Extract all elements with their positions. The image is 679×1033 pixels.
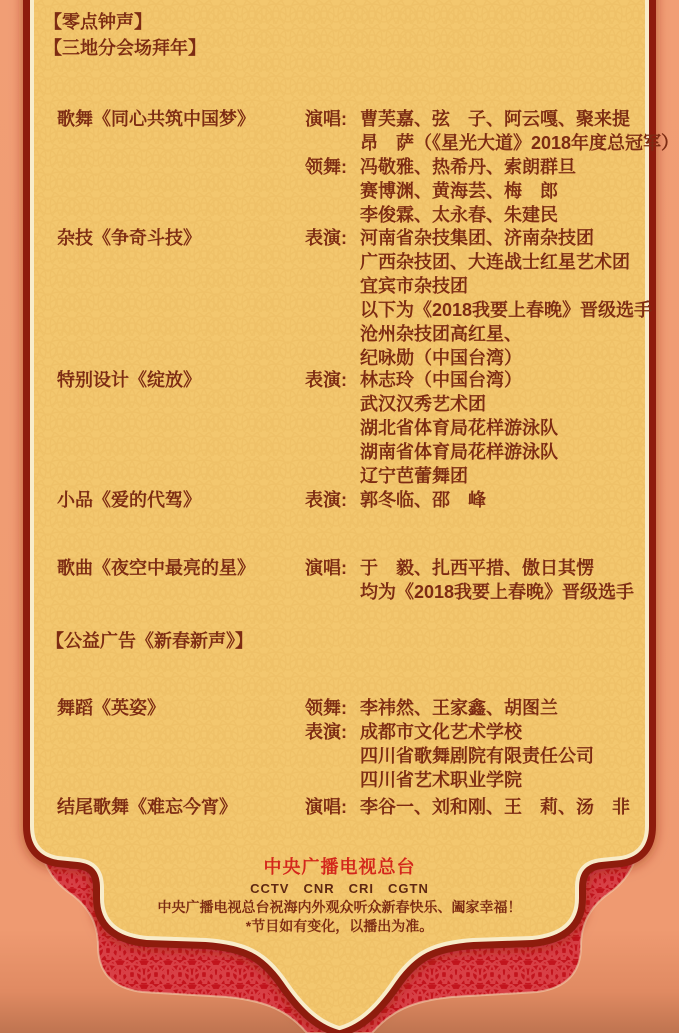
footer-network-logos: [0, 881, 679, 897]
credit-line: 均为《2018我要上春晚》晋级选手: [360, 582, 635, 602]
credit-line: 以下为《2018我要上春晚》晋级选手: [360, 300, 653, 320]
credit-line: 四川省歌舞剧院有限责任公司: [360, 746, 594, 766]
credit-line: 赛博渊、黄海芸、梅 郎: [360, 181, 558, 201]
role-label: 演唱:: [305, 109, 347, 129]
credit-line: 河南省杂技集团、济南杂技团: [360, 228, 594, 248]
credit-role: [305, 696, 594, 720]
role-label: 表演:: [305, 228, 347, 248]
credit-line: 昂 萨（《星光大道》2018年度总冠军）: [360, 133, 679, 153]
credit-line: 李俊霖、太永春、朱建民: [360, 205, 558, 225]
role-label: 领舞:: [305, 698, 347, 718]
credit-role: [305, 155, 679, 227]
network-logo-cri: CRI: [348, 881, 375, 896]
role-label: 演唱:: [305, 558, 347, 578]
credit-line: 湖南省体育局花样游泳队: [360, 442, 558, 462]
section-header-midnight-bells: 【零点钟声】: [44, 12, 152, 32]
role-label: 表演:: [305, 722, 347, 742]
credit-line: 李谷一、刘和刚、王 莉、汤 非: [360, 797, 630, 817]
role-label: 表演:: [305, 370, 347, 390]
section-header-branch-venues: 【三地分会场拜年】: [44, 38, 206, 58]
credit-line: 广西杂技团、大连战士红星艺术团: [360, 252, 630, 272]
program-title: 特别设计《绽放》: [57, 370, 201, 390]
credit-role: [305, 795, 630, 819]
network-logo-cctv: CCTV: [250, 881, 290, 896]
network-logo-cgtn: CGTN: [388, 881, 429, 896]
credit-line: 沧州杂技团高红星、: [360, 324, 522, 344]
program-title: 歌舞《同心共筑中国梦》: [57, 109, 255, 129]
program-title: 结尾歌舞《难忘今宵》: [57, 797, 237, 817]
credit-line: 四川省艺术职业学院: [360, 770, 522, 790]
credit-role: [305, 720, 594, 792]
credit-line: 辽宁芭蕾舞团: [360, 466, 468, 486]
credit-line: 于 毅、扎西平措、傲日其愣: [360, 558, 594, 578]
program-title: 歌曲《夜空中最亮的星》: [57, 558, 255, 578]
credit-line: 林志玲（中国台湾）: [360, 370, 522, 390]
credit-line: 曹芙嘉、弦 子、阿云嘎、聚来提: [360, 109, 630, 129]
credit-line: 成都市文化艺术学校: [360, 722, 522, 742]
role-label: 表演:: [305, 490, 347, 510]
credit-line: 冯敬雅、热希丹、索朗群旦: [360, 157, 576, 177]
program-title: 舞蹈《英姿》: [57, 698, 165, 718]
credit-role: [305, 226, 652, 370]
credit-line: 宜宾市杂技团: [360, 276, 468, 296]
program-title: 杂技《争奇斗技》: [57, 228, 201, 248]
footer-brand: 中央广播电视总台: [263, 857, 416, 877]
role-label: 领舞:: [305, 157, 347, 177]
credit-line: 李祎然、王家鑫、胡图兰: [360, 698, 558, 718]
network-logo-cnr: CNR: [303, 881, 335, 896]
program-title: 小品《爱的代驾》: [57, 490, 201, 510]
credit-role: [305, 107, 679, 155]
footer-disclaimer: *节目如有变化，以播出为准。: [245, 918, 434, 934]
credit-role: [305, 488, 486, 512]
credit-role: [305, 368, 558, 488]
credit-line: 武汉汉秀艺术团: [360, 394, 486, 414]
credit-line: 纪咏勋（中国台湾）: [360, 348, 522, 368]
credit-role: [305, 556, 634, 604]
credit-line: 湖北省体育局花样游泳队: [360, 418, 558, 438]
credit-line: 郭冬临、邵 峰: [360, 490, 486, 510]
section-header-psa: 【公益广告《新春新声》】: [46, 631, 253, 651]
role-label: 演唱:: [305, 797, 347, 817]
footer-blessing: 中央广播电视总台祝海内外观众听众新春快乐、阖家幸福！: [157, 899, 522, 915]
